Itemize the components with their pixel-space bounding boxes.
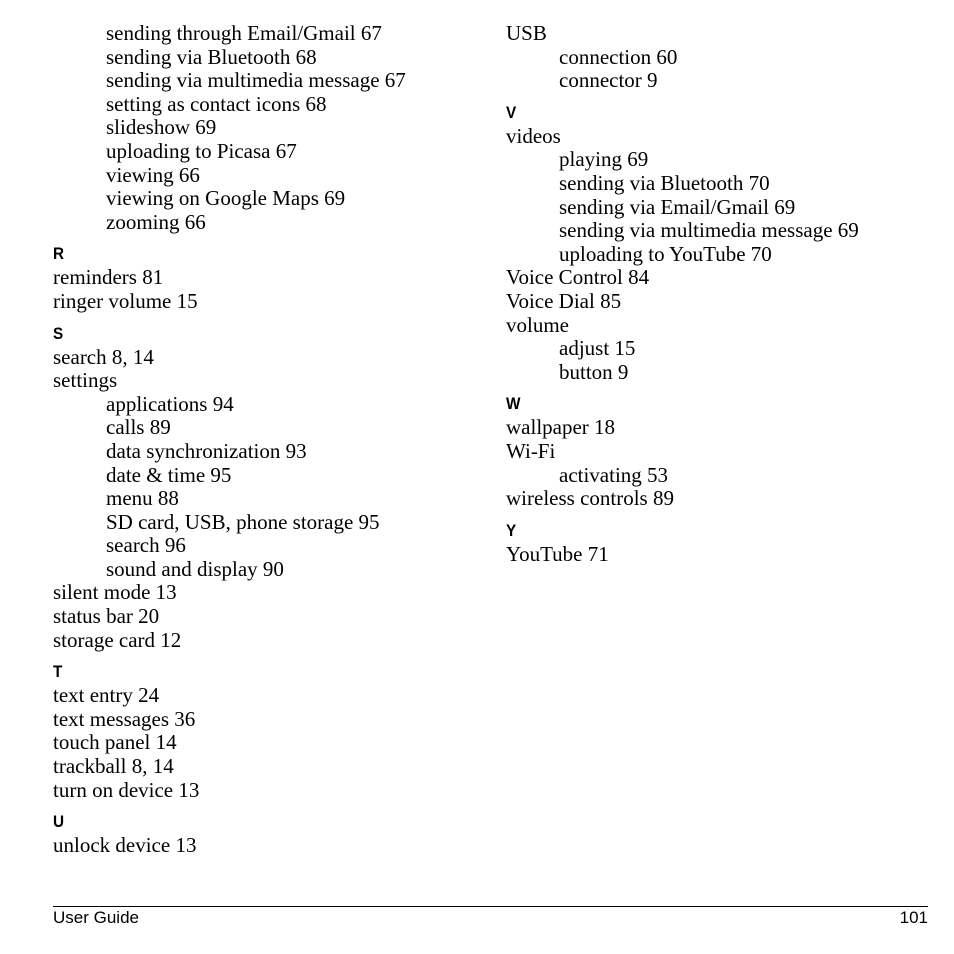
- index-subentry: activating 53: [559, 462, 669, 487]
- index-subentry: SD card, USB, phone storage 95: [106, 509, 380, 534]
- index-subentry: adjust 15: [559, 336, 636, 361]
- index-subentry: playing 69: [559, 147, 649, 172]
- index-entry: unlock device 13: [53, 833, 197, 858]
- index-section-letter: Y: [506, 520, 517, 540]
- index-subentry: data synchronization 93: [106, 438, 307, 463]
- index-entry: volume: [506, 312, 569, 337]
- index-section-letter: W: [506, 394, 521, 414]
- index-entry: USB: [506, 21, 547, 45]
- index-section-letter: T: [53, 662, 63, 682]
- index-subentry: sound and display 90: [106, 556, 284, 581]
- index-subentry: zooming 66: [106, 209, 206, 234]
- index-entry: wireless controls 89: [506, 486, 674, 511]
- index-entry: status bar 20: [53, 604, 160, 629]
- page-number: 101: [899, 908, 928, 927]
- index-entry: Voice Dial 85: [506, 288, 622, 313]
- index-subentry: slideshow 69: [106, 115, 217, 140]
- index-subentry: sending through Email/Gmail 67: [106, 21, 382, 45]
- index-subentry: sending via Bluetooth 68: [106, 44, 317, 69]
- index-subentry: applications 94: [106, 391, 234, 416]
- index-entry: wallpaper 18: [506, 415, 616, 440]
- index-subentry: connector 9: [559, 68, 658, 93]
- index-subentry: menu 88: [106, 486, 179, 511]
- index-subentry: sending via multimedia message 69: [559, 218, 859, 243]
- index-section-letter: U: [53, 812, 65, 832]
- index-entry: Voice Control 84: [506, 265, 650, 290]
- index-entry: YouTube 71: [506, 541, 609, 566]
- index-subentry: viewing on Google Maps 69: [106, 186, 346, 211]
- index-column-left: [53, 22, 473, 858]
- index-subentry: search 96: [106, 533, 186, 558]
- index-section-letter: R: [53, 244, 65, 264]
- index-entry: silent mode 13: [53, 580, 177, 605]
- footer-title: User Guide: [53, 908, 139, 927]
- index-entry: trackball 8, 14: [53, 754, 174, 779]
- index-subentry: sending via Bluetooth 70: [559, 170, 770, 195]
- index-subentry: date & time 95: [106, 462, 232, 487]
- index-entry: text entry 24: [53, 683, 160, 708]
- index-subentry: uploading to Picasa 67: [106, 138, 297, 163]
- index-subentry: setting as contact icons 68: [106, 91, 327, 116]
- index-section-letter: S: [53, 323, 64, 343]
- index-entry: touch panel 14: [53, 730, 177, 755]
- index-entry: videos: [506, 123, 561, 148]
- page-footer: [53, 906, 928, 929]
- index-entry: turn on device 13: [53, 777, 200, 802]
- index-entry: storage card 12: [53, 627, 182, 652]
- index-subentry: sending via Email/Gmail 69: [559, 194, 796, 219]
- index-entry: search 8, 14: [53, 344, 154, 369]
- index-subentry: connection 60: [559, 44, 678, 69]
- index-entry: reminders 81: [53, 265, 164, 290]
- index-subentry: uploading to YouTube 70: [559, 241, 772, 266]
- index-entry: text messages 36: [53, 706, 196, 731]
- index-section-letter: V: [506, 102, 517, 122]
- index-entry: settings: [53, 368, 118, 393]
- index-subentry: calls 89: [106, 415, 171, 440]
- index-column-right: [506, 22, 926, 566]
- index-entry: Wi-Fi: [506, 438, 556, 463]
- index-subentry: button 9: [559, 359, 629, 384]
- index-subentry: viewing 66: [106, 162, 200, 187]
- index-subentry: sending via multimedia message 67: [106, 68, 406, 93]
- index-entry: ringer volume 15: [53, 288, 198, 313]
